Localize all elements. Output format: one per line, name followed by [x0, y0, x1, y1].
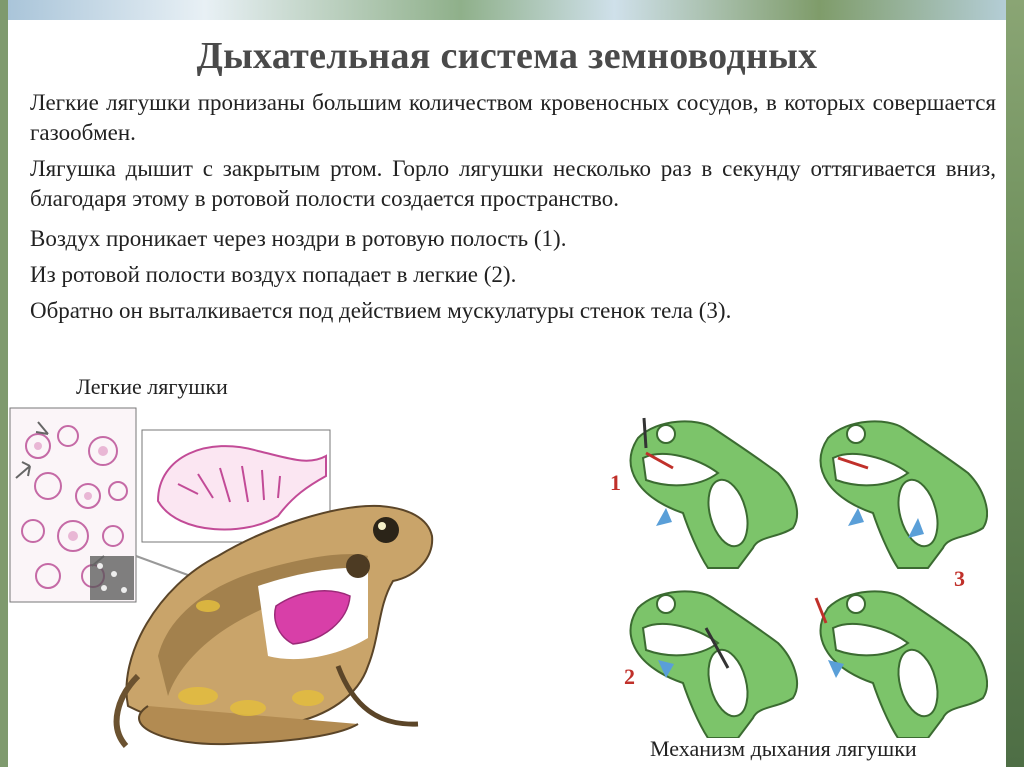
paragraph-4: Из ротовой полости воздух попадает в легкие (2).	[30, 262, 517, 287]
lung-tissue-panel	[10, 408, 136, 602]
slide	[8, 20, 1006, 767]
breathing-mechanism-diagram	[588, 398, 988, 738]
paragraph-3: Воздух проникает через ноздри в ротовую полость (1).	[30, 226, 567, 251]
step-label-3: 3	[954, 566, 965, 591]
frog-lungs-illustration	[8, 406, 438, 756]
step-label-1: 1	[610, 470, 621, 495]
stage-2-frog	[821, 421, 988, 568]
stage-3-frog	[631, 591, 798, 738]
background-right-band	[1006, 0, 1024, 767]
paragraph-2: Лягушка дышит с закрытым ртом. Горло лягушки несколько раз в секунду оттягивается вниз, благодаря этому в ротовой полости создается пространство.	[30, 156, 996, 211]
paragraph-1: Легкие лягушки пронизаны большим количеством кровеносных сосудов, в которых совершается газообмен.	[30, 90, 996, 145]
background-left-band	[0, 0, 8, 767]
figure-right-caption: Механизм дыхания лягушки	[650, 736, 917, 761]
paragraph-5: Обратно он выталкивается под действием мускулатуры стенок тела (3).	[30, 298, 732, 323]
stage-4-frog	[816, 591, 987, 738]
stage-1-frog	[631, 418, 798, 568]
step-label-2: 2	[624, 664, 635, 689]
figure-left-caption: Легкие лягушки	[76, 374, 228, 399]
slide-title: Дыхательная система земноводных	[196, 35, 818, 77]
background-top-band	[0, 0, 1024, 22]
